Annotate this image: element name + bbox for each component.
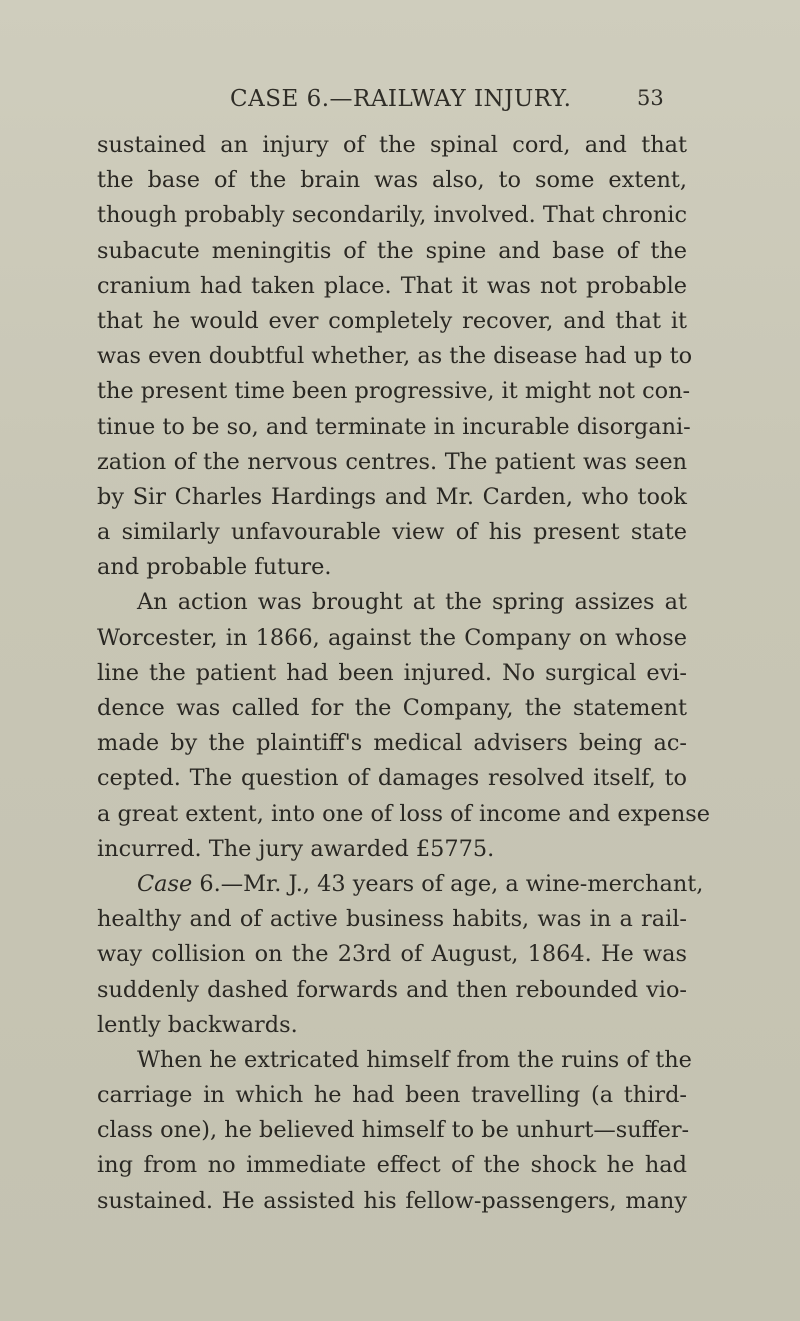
text-line-content: When he extricated himself from the ruins of the [137, 1046, 692, 1073]
text-line [97, 867, 704, 902]
text-line [97, 797, 710, 832]
text-line-content: incurred. The jury awarded £5775. [97, 835, 495, 862]
text-line [97, 1043, 692, 1078]
text-line [97, 761, 687, 796]
text-line [97, 1148, 687, 1183]
text-line-content: by Sir Charles Hardings and Mr. Carden, who took [97, 483, 687, 510]
text-line-content: was even doubtful whether, as the disease had up to [97, 343, 693, 370]
text-line-content: subacute meningitis of the spine and base of the [97, 237, 687, 264]
text-line-content: the present time been progressive, it might not con- [97, 378, 691, 405]
text-line [97, 726, 687, 761]
text-line [97, 480, 687, 515]
text-line [97, 339, 693, 374]
text-line-content: line the patient had been injured. No surgical evi- [97, 659, 687, 686]
text-line [97, 585, 687, 620]
text-line [97, 1113, 690, 1148]
text-line-content: a great extent, into one of loss of income and expense [97, 800, 710, 827]
running-title: CASE 6.—RAILWAY INJURY. [230, 86, 572, 112]
text-line-content: class one), he believed himself to be unhurt—suffer- [97, 1117, 690, 1144]
text-line [97, 621, 687, 656]
text-line [97, 1184, 687, 1219]
text-line [97, 445, 687, 480]
body-text [97, 128, 710, 1219]
text-line-content: cranium had taken place. That it was not probable [97, 272, 687, 299]
text-line-content: 6.—Mr. J., 43 years of age, a wine-merchant, [192, 870, 704, 897]
text-line [97, 973, 687, 1008]
text-line-content: An action was brought at the spring assizes at [137, 589, 687, 616]
text-line-content: tinue to be so, and terminate in incurable disorgani- [97, 413, 691, 440]
text-line [97, 691, 687, 726]
text-line-content: a similarly unfavourable view of his present state [97, 519, 687, 546]
text-line-content: carriage in which he had been travelling (a third- [97, 1082, 687, 1109]
text-line [97, 550, 687, 585]
text-line-content: lently backwards. [97, 1011, 298, 1038]
text-line-content: that he would ever completely recover, and that it [97, 307, 687, 334]
text-line-content: suddenly dashed forwards and then rebounded vio- [97, 976, 687, 1003]
text-line [97, 410, 691, 445]
text-line-content: sustained. He assisted his fellow-passengers, many [97, 1187, 687, 1214]
text-line-content: and probable future. [97, 554, 332, 581]
text-line [97, 1008, 687, 1043]
text-line [97, 304, 687, 339]
text-line [97, 902, 687, 937]
text-line [97, 234, 687, 269]
text-line-content: way collision on the 23rd of August, 1864. He was [97, 941, 687, 968]
text-line-content: the base of the brain was also, to some extent, [97, 167, 687, 194]
text-line [97, 656, 687, 691]
italic-case-label: Case [137, 870, 193, 897]
text-line [97, 374, 691, 409]
text-line-content: made by the plaintiff's medical advisers being ac- [97, 730, 687, 757]
text-line-content: zation of the nervous centres. The patient was seen [97, 448, 687, 475]
text-line-content: though probably secondarily, involved. That chronic [97, 202, 687, 229]
text-line-content: ing from no immediate effect of the shock he had [97, 1152, 687, 1179]
text-line [97, 832, 687, 867]
text-line-content: Worcester, in 1866, against the Company on whose [97, 624, 687, 651]
text-line [97, 1078, 687, 1113]
text-line [97, 269, 687, 304]
text-line-content: dence was called for the Company, the statement [97, 695, 687, 721]
text-line [97, 515, 687, 550]
text-line [97, 163, 687, 198]
text-line [97, 937, 687, 972]
text-line [97, 128, 687, 163]
page-number: 53 [637, 86, 664, 110]
text-line-content: cepted. The question of damages resolved itself, to [97, 765, 687, 792]
text-line [97, 198, 687, 233]
text-line-content: healthy and of active business habits, was in a rail- [97, 906, 687, 933]
text-line-content: sustained an injury of the spinal cord, and that [97, 132, 687, 158]
